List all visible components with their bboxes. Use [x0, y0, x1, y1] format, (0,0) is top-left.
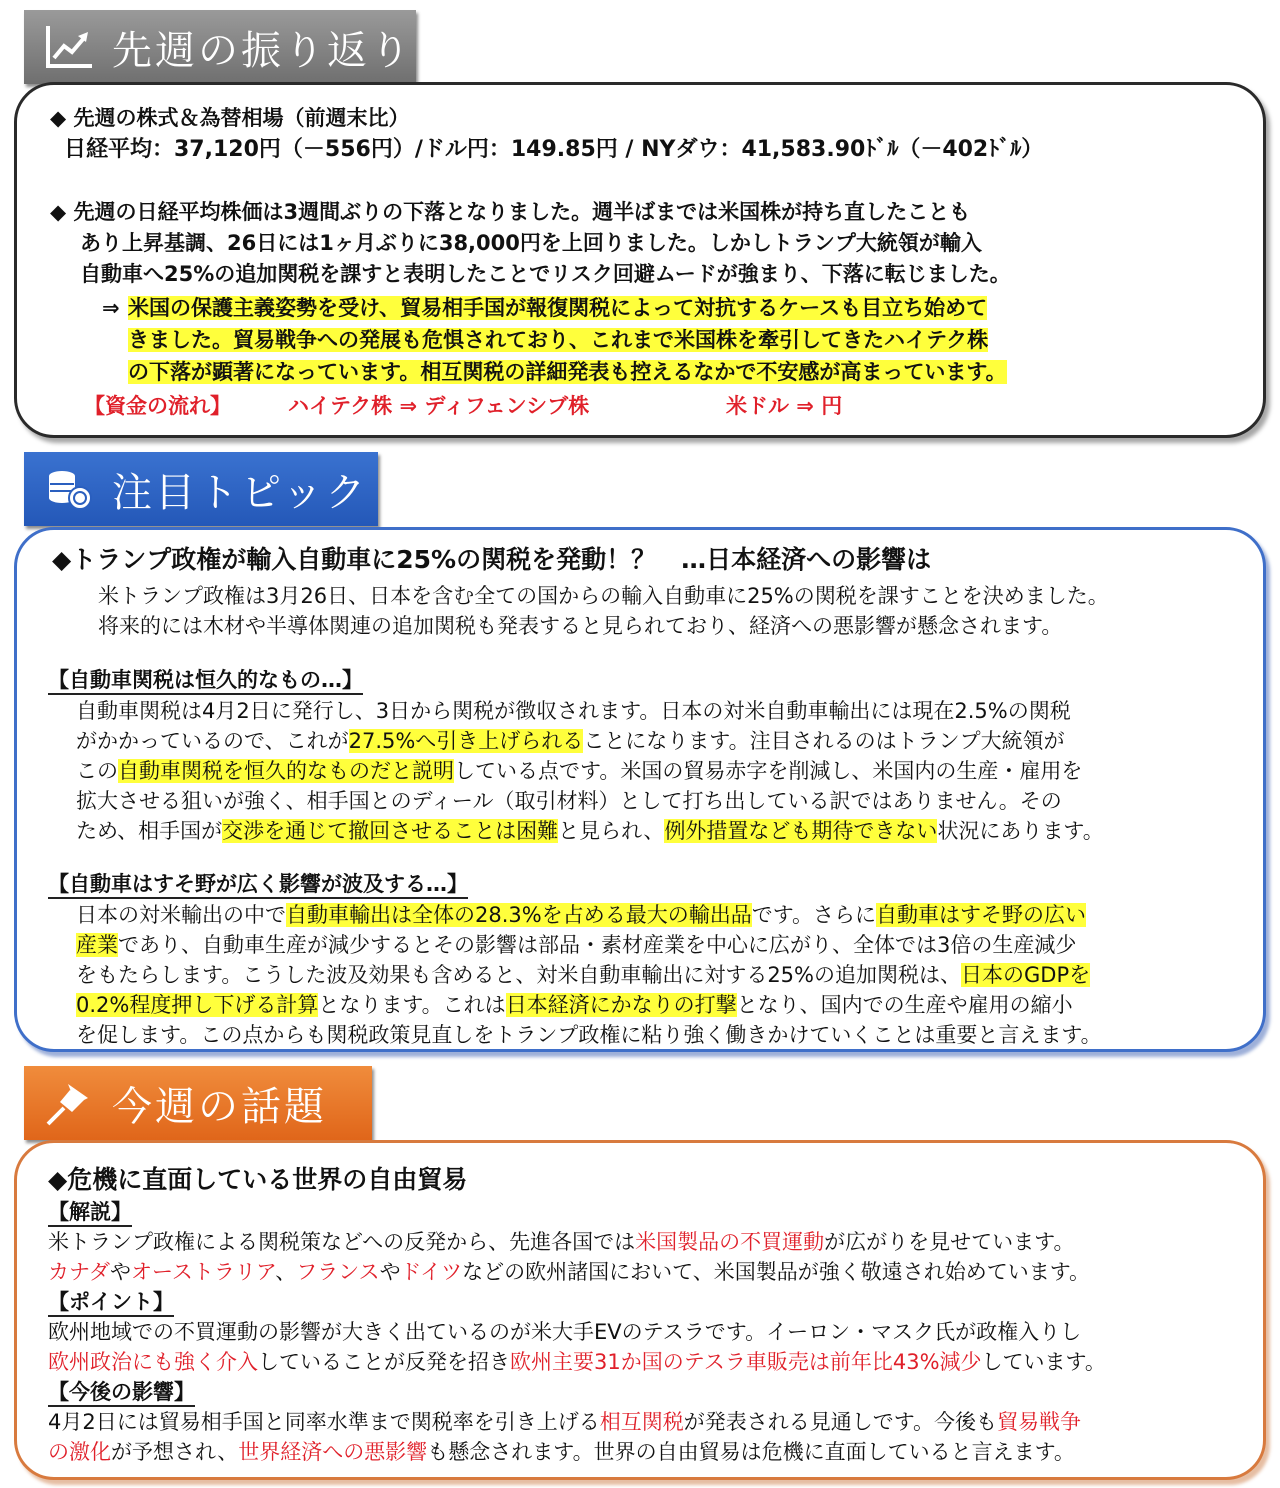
coins-icon: [38, 460, 100, 518]
topic-heading: ◆危機に直面している世界の自由貿易: [48, 1165, 468, 1194]
pushpin-icon: [38, 1074, 100, 1132]
intro-line: 将来的には木材や半導体関連の追加関税も発表すると見られており、経済への悪影響が懸念されます。: [98, 614, 1063, 638]
highlighted-line: きました。貿易戦争への発展も危惧されており、これまで米国株を牽引してきたハイテク株: [128, 328, 989, 352]
subheading-permanent: 【自動車関税は恒久的なもの…】: [48, 668, 363, 695]
section-header-topic: [24, 452, 378, 526]
body-line: をもたらします。こうした波及効果も含めると、対米自動車輸出に対する25%の追加関税は、日本のGDPを: [76, 963, 1091, 987]
body-line: この自動車関税を恒久的なものだと説明している点です。米国の貿易赤字を削減し、米国内の生産・雇用を: [76, 759, 1083, 783]
body-line: 欧州政治にも強く介入していることが反発を招き欧州主要31か国のテスラ車販売は前年比43%減少しています。: [48, 1350, 1106, 1374]
section-title: 今週の話題: [112, 1083, 327, 1130]
body-line: ため、相手国が交渉を通じて撤回させることは困難と見られ、例外措置なども期待できない状況にあります。: [76, 819, 1104, 843]
fund-flow-stocks: ハイテク株 ⇒ ディフェンシブ株: [288, 394, 590, 418]
intro-line: 米トランプ政権は3月26日、日本を含む全ての国からの輸入自動車に25%の関税を課すことを決めました。: [98, 584, 1109, 608]
line-chart-icon: [38, 18, 100, 76]
summary-line: 自動車へ25%の追加関税を課すと表明したことでリスク回避ムードが強まり、下落に転じました。: [80, 262, 1011, 286]
label-point: 【ポイント】: [48, 1290, 174, 1317]
section-title: 先週の振り返り: [112, 27, 413, 74]
section-header-this-week: [24, 1066, 372, 1140]
fund-flow-currency: 米ドル ⇒ 円: [726, 394, 843, 418]
body-line: 拡大させる狙いが強く、相手国とのディール（取引材料）として打ち出している訳ではありません。その: [76, 789, 1062, 813]
body-line: の激化が予想され、世界経済への悪影響も懸念されます。世界の自由貿易は危機に直面していると言えます。: [48, 1440, 1075, 1464]
body-line: 産業であり、自動車生産が減少するとその影響は部品・素材産業を中心に広がり、全体では3倍の生産減少: [76, 933, 1077, 957]
body-line: 米トランプ政権による関税策などへの反発から、先進各国では米国製品の不買運動が広がりを見せています。: [48, 1230, 1075, 1254]
summary-line: あり上昇基調、26日には1ヶ月ぶりに38,000円を上回りました。しかしトランプ大統領が輸入: [80, 231, 982, 255]
subheading-ripple: 【自動車はすそ野が広く影響が波及する…】: [48, 872, 468, 899]
highlighted-line: 米国の保護主義姿勢を受け、貿易相手国が報復関税によって対抗するケースも目立ち始めて: [128, 296, 988, 320]
label-outlook: 【今後の影響】: [48, 1380, 195, 1407]
section-title: 注目トピック: [112, 469, 369, 516]
market-heading: ◆ 先週の株式＆為替相場（前週末比）: [50, 106, 410, 130]
section-header-last-week: [24, 10, 416, 84]
arrow-mark: ⇒: [102, 296, 120, 320]
market-values: 日経平均：37,120円（－556円）/ドル円：149.85円 / NYダウ：41,583.90ﾄﾞﾙ（－402ﾄﾞﾙ）: [64, 137, 1044, 162]
body-line: カナダやオーストラリア、フランスやドイツなどの欧州諸国において、米国製品が強く敬遠され始めています。: [48, 1260, 1091, 1284]
body-line: 欧州地域での不買運動の影響が大きく出ているのが米大手EVのテスラです。イーロン・マスク氏が政権入りし: [48, 1320, 1082, 1344]
body-line: 0.2%程度押し下げる計算となります。これは日本経済にかなりの打撃となり、国内での生産や雇用の縮小: [76, 993, 1073, 1017]
highlighted-line: の下落が顕著になっています。相互関税の詳細発表も控えるなかで不安感が高まっています。: [128, 360, 1007, 384]
body-line: 自動車関税は4月2日に発行し、3日から関税が徴収されます。日本の対米自動車輸出には現在2.5%の関税: [76, 699, 1071, 723]
body-line: 日本の対米輸出の中で自動車輸出は全体の28.3%を占める最大の輸出品です。さらに自動車はすそ野の広い: [76, 903, 1087, 927]
label-commentary: 【解説】: [48, 1200, 132, 1227]
body-line: を促します。この点からも関税政策見直しをトランプ政権に粘り強く働きかけていくことは重要と言えます。: [76, 1023, 1102, 1047]
body-line: 4月2日には貿易相手国と同率水準まで関税率を引き上げる相互関税が発表される見通しです。今後も貿易戦争: [48, 1410, 1082, 1434]
fund-flow-label: 【資金の流れ】: [84, 394, 231, 418]
topic-heading: ◆トランプ政権が輸入自動車に25%の関税を発動！？ …日本経済への影響は: [52, 545, 932, 574]
summary-line: ◆ 先週の日経平均株価は3週間ぶりの下落となりました。週半ばまでは米国株が持ち直したことも: [50, 200, 971, 224]
body-line: がかかっているので、これが27.5%へ引き上げられることになります。注目されるのはトランプ大統領が: [76, 729, 1065, 753]
